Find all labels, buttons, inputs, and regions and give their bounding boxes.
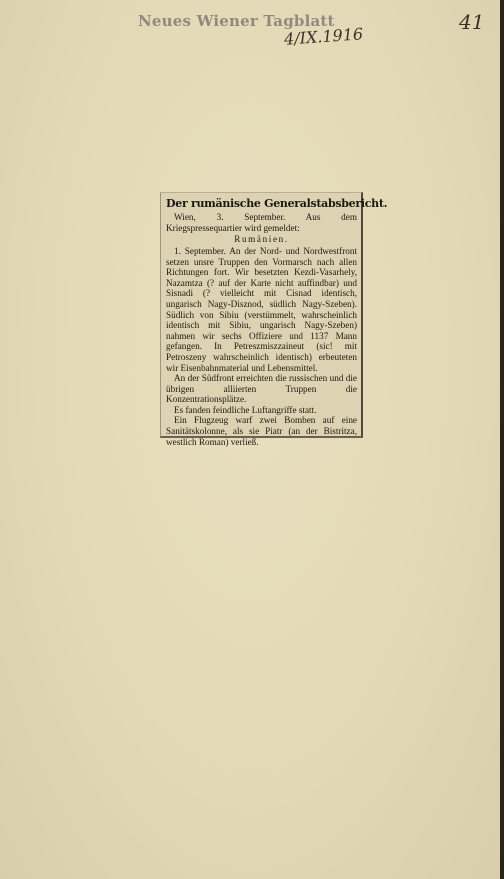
clipping-paragraph: 1. September. An der Nord- und Nordwestfront setzen unsre Truppen den Vormarsch nach allen Richtungen fort. Wir besetzten Kezdi-Vasarhely, Nazamtza (? auf der Karte nicht auffindbar) und Sisnadi (? vielleicht mit Cisnad identisch, ungarisch Nagy-Disznod, südlich Nagy-Szeben). Südlich von Sibiu (verstümmelt, wahrscheinlich identisch mit Sibiu, ungarisch Nagy-Szeben) nahmen wir sechs Offiziere und 1137 Mann gefangen. In Petreszmiszzaineut (sic! mit Petroszeny wahrscheinlich identisch) erbeuteten wir Eisenbahnmaterial und Lebensmittel. <box>166 245 357 373</box>
handwritten-date: 4/IX.1916 <box>283 24 364 49</box>
clipping-dateline: Wien, 3. September. Aus dem Kriegspressequartier wird gemeldet: <box>166 212 357 233</box>
newspaper-stamp: Neues Wiener Tagblatt <box>138 12 335 30</box>
clipping-paragraph: Ein Flugzeug warf zwei Bomben auf eine Sanitätskolonne, als sie Piatr (an der Bistritza, westlich Roman) verließ. <box>166 415 357 447</box>
clipping-section-heading: Rumänien. <box>234 234 289 245</box>
clipping-paragraph: An der Südfront erreichten die russischen und die übrigen alliierten Truppen die Konzentrationsplätze. <box>166 373 357 405</box>
newspaper-clipping <box>160 192 388 447</box>
clipping-headline: Der rumänische Generalstabsbericht. <box>166 197 388 210</box>
clipping-paragraph: Es fanden feindliche Luftangriffe statt. <box>174 404 317 415</box>
folio-number: 41 <box>459 10 485 34</box>
